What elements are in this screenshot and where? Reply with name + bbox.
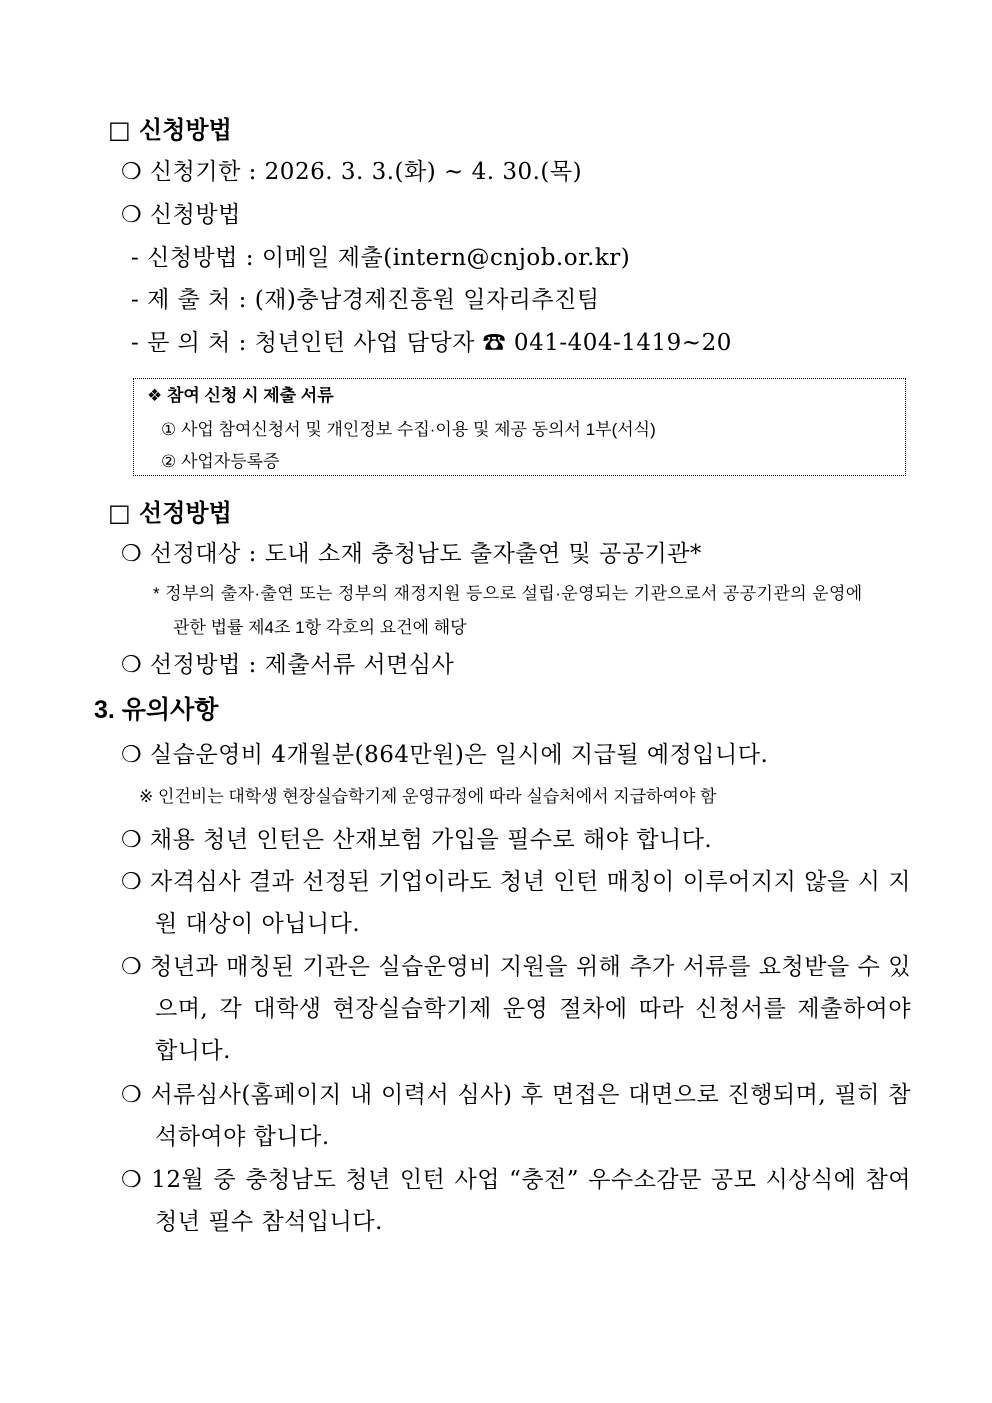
documents-item-1: ① 사업 참여신청서 및 개인정보 수집·이용 및 제공 동의서 1부(서식) [161, 420, 656, 439]
notes-item-3 [121, 861, 911, 945]
apply-section-title: □ 신청방법 [108, 115, 232, 144]
documents-box-title: ❖ 참여 신청 시 제출 서류 [147, 386, 334, 405]
notes-item-1: ❍ 실습운영비 4개월분(864만원)은 일시에 지급될 예정입니다. [121, 742, 769, 768]
notes-section-title: 3. 유의사항 [94, 696, 219, 724]
documents-box [133, 378, 906, 476]
selection-footnote-line2: 관한 법률 제4조 1항 각호의 요건에 해당 [173, 618, 467, 637]
notes-item-3-text: ❍ 자격심사 결과 선정된 기업이라도 청년 인턴 매칭이 이루어지지 않을 시 지원 대상이 아닙니다. [121, 869, 911, 937]
apply-deadline: ❍ 신청기한 : 2026. 3. 3.(화) ~ 4. 30.(목) [121, 159, 583, 185]
selection-target: ❍ 선정대상 : 도내 소재 충청남도 출자출연 및 공공기관* [121, 541, 702, 567]
selection-section-title: □ 선정방법 [108, 498, 232, 527]
apply-contact: - 문 의 처 : 청년인턴 사업 담당자 ☎ 041-404-1419~20 [131, 330, 732, 356]
notes-item-6-text: ❍ 12월 중 충청남도 청년 인턴 사업 “충전” 우수소감문 공모 시상식에 참여 청년 필수 참석입니다. [121, 1167, 911, 1235]
apply-method-heading: ❍ 신청방법 [121, 202, 241, 228]
notes-item-2: ❍ 채용 청년 인턴은 산재보험 가입을 필수로 해야 합니다. [121, 827, 713, 853]
selection-method: ❍ 선정방법 : 제출서류 서면심사 [121, 652, 455, 678]
notes-item-5-text: ❍ 서류심사(홈페이지 내 이력서 심사) 후 면접은 대면으로 진행되며, 필히 참석하여야 합니다. [121, 1082, 911, 1150]
notes-item-5 [121, 1074, 911, 1158]
notes-reference-note: ※ 인건비는 대학생 현장실습학기제 운영규정에 따라 실습처에서 지급하여야 함 [139, 787, 717, 806]
apply-method-email: - 신청방법 : 이메일 제출(intern@cnjob.or.kr) [131, 245, 631, 271]
notes-item-6 [121, 1159, 911, 1243]
notes-item-4-text: ❍ 청년과 매칭된 기관은 실습운영비 지원을 위해 추가 서류를 요청받을 수 있으며, 각 대학생 현장실습학기제 운영 절차에 따라 신청서를 제출하여야 합니다. [121, 954, 911, 1064]
notes-item-4 [121, 946, 911, 1072]
apply-submit-to: - 제 출 처 : (재)충남경제진흥원 일자리추진팀 [131, 287, 600, 313]
selection-footnote-line1: * 정부의 출자·출연 또는 정부의 재정지원 등으로 설립·운영되는 기관으로서 공공기관의 운영에 [153, 584, 863, 603]
documents-item-2: ② 사업자등록증 [161, 452, 280, 471]
